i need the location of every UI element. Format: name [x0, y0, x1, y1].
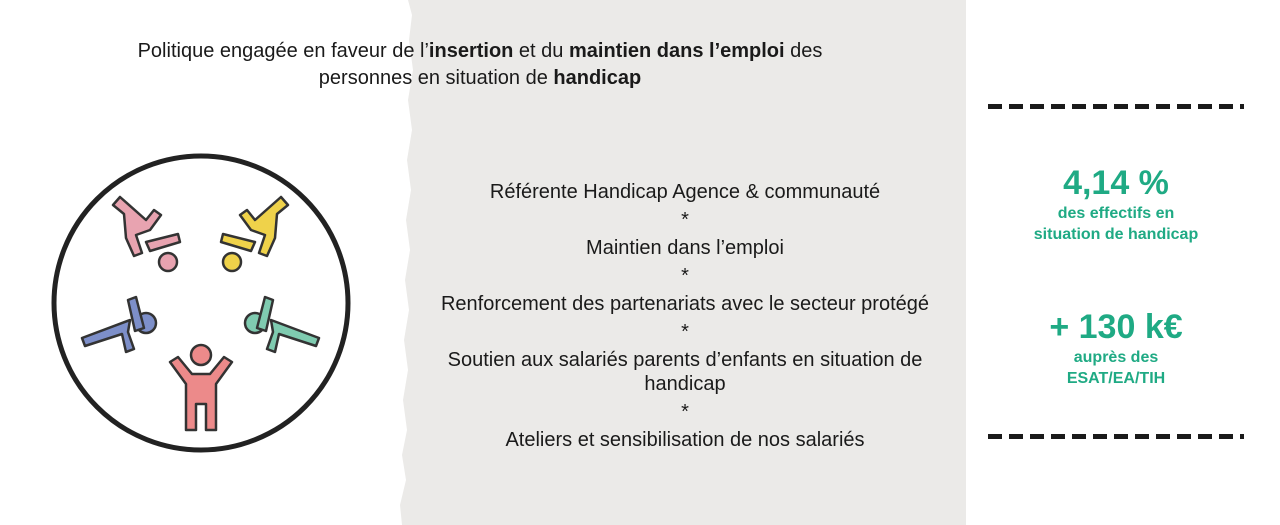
- list-separator: *: [681, 401, 689, 423]
- page-title: [0, 38, 960, 92]
- stat-label: situation de handicap: [1033, 226, 1199, 243]
- action-item: Soutien aux salariés parents d’enfants en situation de handicap: [447, 349, 923, 395]
- dashed-divider-top: [988, 104, 1244, 109]
- action-item: Référente Handicap Agence & communauté: [489, 181, 881, 203]
- stat-value: 4,14 %: [1063, 164, 1169, 202]
- action-item: Maintien dans l’emploi: [586, 237, 784, 259]
- stat-label: auprès des: [1073, 349, 1159, 366]
- list-separator: *: [681, 265, 689, 287]
- people-circle-icon: [50, 152, 352, 454]
- title-line-1: Politique engagée en faveur de l’insertion et du maintien dans l’emploi des: [137, 40, 823, 62]
- list-separator: *: [681, 321, 689, 343]
- stat-handicap-rate: [985, 163, 1247, 245]
- stat-value: + 130 k€: [1049, 308, 1183, 346]
- stat-label: ESAT/EA/TIH: [1066, 370, 1166, 387]
- dashed-divider-bottom: [988, 434, 1244, 439]
- stat-protected-sector-spend: [985, 307, 1247, 389]
- action-item: Renforcement des partenariats avec le secteur protégé: [440, 293, 930, 315]
- action-item: Ateliers et sensibilisation de nos salariés: [505, 429, 865, 451]
- actions-list: [420, 180, 950, 452]
- title-line-2: personnes en situation de handicap: [318, 67, 642, 89]
- list-separator: *: [681, 209, 689, 231]
- stat-label: des effectifs en: [1057, 205, 1175, 222]
